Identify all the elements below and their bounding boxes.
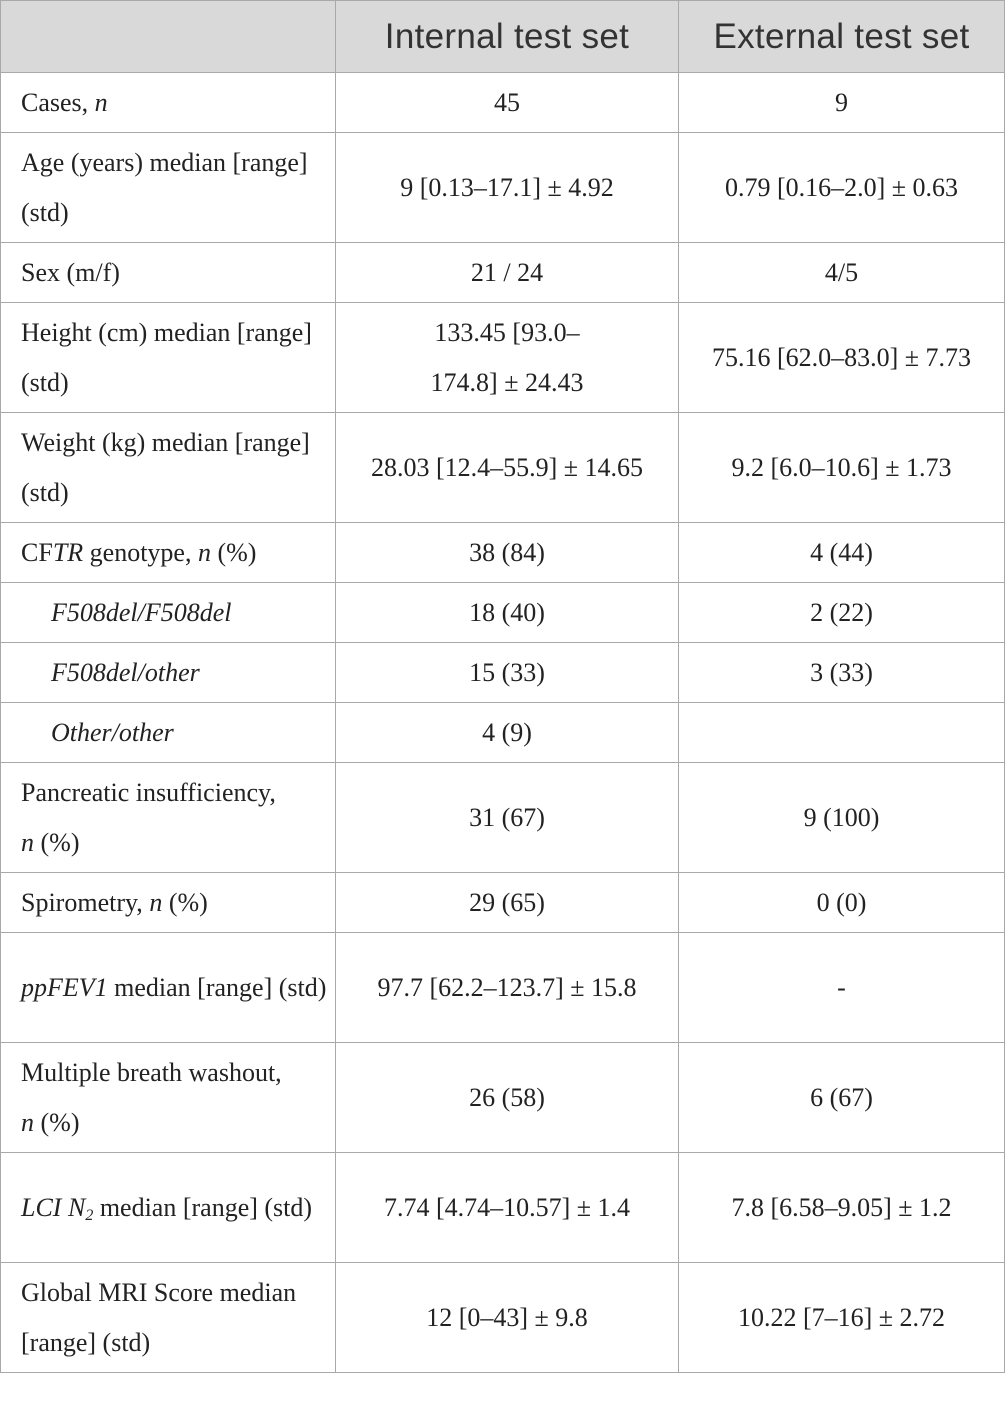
lci-external: 7.8 [6.58–9.05] ± 1.2 bbox=[679, 1153, 1005, 1263]
header-internal: Internal test set bbox=[336, 1, 679, 73]
row-weight bbox=[1, 413, 1005, 523]
sex-external: 4/5 bbox=[679, 243, 1005, 303]
cases-external: 9 bbox=[679, 73, 1005, 133]
pancreatic-label: Pancreatic insufficiency, n (%) bbox=[1, 763, 336, 873]
row-f508-f508 bbox=[1, 583, 1005, 643]
row-mbw bbox=[1, 1043, 1005, 1153]
ppfev1-label: ppFEV1 median [range] (std) bbox=[1, 933, 336, 1043]
height-external: 75.16 [62.0–83.0] ± 7.73 bbox=[679, 303, 1005, 413]
sex-label: Sex (m/f) bbox=[1, 243, 336, 303]
age-label: Age (years) median [range] (std) bbox=[1, 133, 336, 243]
other-other-internal: 4 (9) bbox=[336, 703, 679, 763]
row-other-other bbox=[1, 703, 1005, 763]
cases-label: Cases, n bbox=[1, 73, 336, 133]
mbw-internal: 26 (58) bbox=[336, 1043, 679, 1153]
header-blank bbox=[1, 1, 336, 73]
lci-label: LCI $N_2$ median [range] (std) bbox=[1, 1153, 336, 1263]
age-external: 0.79 [0.16–2.0] ± 0.63 bbox=[679, 133, 1005, 243]
f508-other-label: F508del/other bbox=[1, 643, 336, 703]
height-internal: 133.45 [93.0– 174.8] ± 24.43 bbox=[336, 303, 679, 413]
height-label: Height (cm) median [range] (std) bbox=[1, 303, 336, 413]
spirometry-label: Spirometry, n (%) bbox=[1, 873, 336, 933]
header-row bbox=[1, 1, 1005, 73]
row-ppfev1 bbox=[1, 933, 1005, 1043]
weight-external: 9.2 [6.0–10.6] ± 1.73 bbox=[679, 413, 1005, 523]
cases-internal: 45 bbox=[336, 73, 679, 133]
f508-other-external: 3 (33) bbox=[679, 643, 1005, 703]
sex-internal: 21 / 24 bbox=[336, 243, 679, 303]
mbw-external: 6 (67) bbox=[679, 1043, 1005, 1153]
weight-internal: 28.03 [12.4–55.9] ± 14.65 bbox=[336, 413, 679, 523]
spirometry-external: 0 (0) bbox=[679, 873, 1005, 933]
mbw-label: Multiple breath washout, n (%) bbox=[1, 1043, 336, 1153]
f508-f508-label: F508del/F508del bbox=[1, 583, 336, 643]
cftr-internal: 38 (84) bbox=[336, 523, 679, 583]
cftr-external: 4 (44) bbox=[679, 523, 1005, 583]
ppfev1-external: - bbox=[679, 933, 1005, 1043]
row-spirometry bbox=[1, 873, 1005, 933]
weight-label: Weight (kg) median [range] (std) bbox=[1, 413, 336, 523]
row-f508-other bbox=[1, 643, 1005, 703]
row-cases bbox=[1, 73, 1005, 133]
mri-external: 10.22 [7–16] ± 2.72 bbox=[679, 1263, 1005, 1373]
header-external: External test set bbox=[679, 1, 1005, 73]
f508-f508-external: 2 (22) bbox=[679, 583, 1005, 643]
row-mri bbox=[1, 1263, 1005, 1373]
spirometry-internal: 29 (65) bbox=[336, 873, 679, 933]
lci-internal: 7.74 [4.74–10.57] ± 1.4 bbox=[336, 1153, 679, 1263]
age-internal: 9 [0.13–17.1] ± 4.92 bbox=[336, 133, 679, 243]
row-lci bbox=[1, 1153, 1005, 1263]
other-other-label: Other/other bbox=[1, 703, 336, 763]
ppfev1-internal: 97.7 [62.2–123.7] ± 15.8 bbox=[336, 933, 679, 1043]
mri-internal: 12 [0–43] ± 9.8 bbox=[336, 1263, 679, 1373]
row-sex bbox=[1, 243, 1005, 303]
f508-f508-internal: 18 (40) bbox=[336, 583, 679, 643]
row-cftr bbox=[1, 523, 1005, 583]
pancreatic-external: 9 (100) bbox=[679, 763, 1005, 873]
row-age bbox=[1, 133, 1005, 243]
pancreatic-internal: 31 (67) bbox=[336, 763, 679, 873]
row-height bbox=[1, 303, 1005, 413]
f508-other-internal: 15 (33) bbox=[336, 643, 679, 703]
other-other-external bbox=[679, 703, 1005, 763]
cftr-label: CFTR genotype, n (%) bbox=[1, 523, 336, 583]
mri-label: Global MRI Score median [range] (std) bbox=[1, 1263, 336, 1373]
row-pancreatic bbox=[1, 763, 1005, 873]
